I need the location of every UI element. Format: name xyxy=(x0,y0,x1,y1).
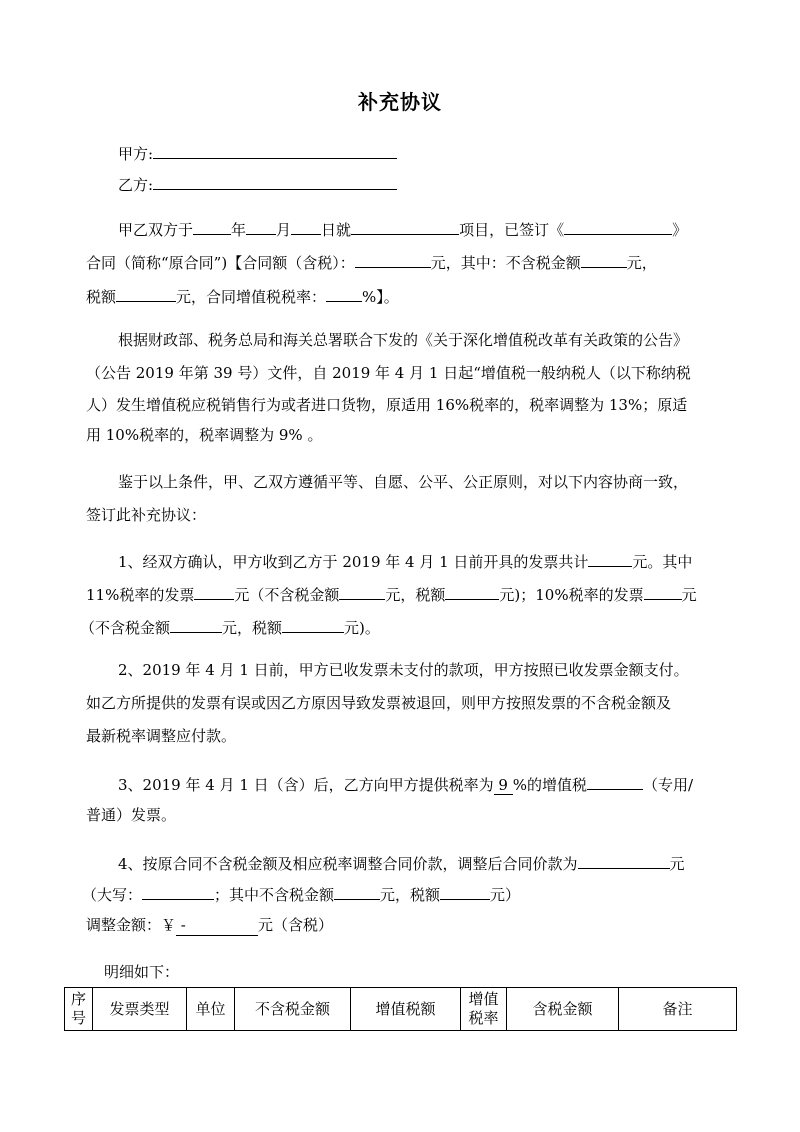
clause4-text: 元 xyxy=(669,855,685,873)
clause1-text: 元（不含税金额 xyxy=(234,586,340,604)
col-header-vat-amount: 增值税额 xyxy=(351,988,461,1031)
vat-rate-value: 9 xyxy=(493,776,513,794)
clause4-text: ；其中不含税金额 xyxy=(214,886,335,904)
tax-rate-blank xyxy=(326,285,362,302)
intro-text: 甲乙双方于 xyxy=(118,221,194,239)
consensus-line-1: 鉴于以上条件，甲、乙双方遵循平等、自愿、公平、公正原则，对以下内容协商一致， xyxy=(118,473,689,491)
amount-in-words-blank xyxy=(142,883,214,900)
intro-text: 元， xyxy=(626,254,657,272)
clause1-line-2 xyxy=(86,583,697,605)
party-a-blank xyxy=(153,142,397,159)
pre-tax-amount-blank xyxy=(581,251,627,268)
clause1-text: 11%税率的发票 xyxy=(86,586,195,604)
clause1-line-3 xyxy=(80,616,380,638)
party-b-line xyxy=(118,173,397,195)
rate10-tax-blank xyxy=(282,616,344,633)
month-blank xyxy=(246,218,276,235)
policy-line-1: 根据财政部、税务总局和海关总署联合下发的《关于深化增值税改革有关政策的公告》 xyxy=(118,331,689,349)
clause3-text: （专用/ xyxy=(643,776,694,794)
clause2-line-2: 如乙方所提供的发票有误或因乙方原因导致发票被退回，则甲方按照发票的不含税金额及 xyxy=(86,694,672,712)
intro-text: 月 xyxy=(276,221,292,239)
col-header-text: 序号 xyxy=(70,990,86,1027)
intro-line-1 xyxy=(118,218,687,240)
adjusted-pretax-blank xyxy=(334,883,380,900)
consensus-line-2: 签订此补充协议： xyxy=(86,506,207,524)
rate10-invoice-blank xyxy=(644,583,682,600)
detail-label: 明细如下： xyxy=(104,963,180,981)
col-header-text: 增值税率 xyxy=(468,990,499,1027)
rate11-invoice-blank xyxy=(194,583,234,600)
clause4-text: 元，税额 xyxy=(380,886,441,904)
intro-line-3 xyxy=(86,285,399,307)
clause4-text: 元） xyxy=(490,886,521,904)
clause3-text: %的增值税 xyxy=(512,776,588,794)
rate11-pretax-blank xyxy=(339,583,385,600)
clause3-line-2: 普通）发票。 xyxy=(86,806,177,824)
party-a-label: 甲方: xyxy=(118,145,154,163)
clause4-line-1 xyxy=(118,852,685,874)
clause1-text: 1、经双方确认，甲方收到乙方于 2019 年 4 月 1 日前开具的发票共计 xyxy=(118,553,589,571)
intro-text: 元，合同增值税税率： xyxy=(176,288,327,306)
policy-line-2: （公告 2019 年第 39 号）文件，自 2019 年 4 月 1 日起“增值税一般纳税人（以下称纳税 xyxy=(86,364,691,382)
intro-text: 税额 xyxy=(86,288,117,306)
clause1-text: 元，税额 xyxy=(222,619,283,637)
clause4-text: （大写： xyxy=(82,886,143,904)
intro-text: 》 xyxy=(672,221,688,239)
clause3-text: 3、2019 年 4 月 1 日（含）后，乙方向甲方提供税率为 xyxy=(118,776,494,794)
intro-text: %】。 xyxy=(362,288,399,306)
adjusted-tax-blank xyxy=(440,883,490,900)
clause2-line-1: 2、2019 年 4 月 1 日前，甲方已收发票未支付的款项，甲方按照已收发票金额支付。 xyxy=(118,661,689,679)
contract-amount-blank xyxy=(355,251,431,268)
policy-line-3: 人）发生增值税应税销售行为或者进口货物，原适用 16%税率的，税率调整为 13%；原适 xyxy=(86,396,688,414)
clause1-text: 元)；10%税率的发票 xyxy=(499,586,644,604)
document-title: 补充协议 xyxy=(358,90,442,114)
clause2-line-3: 最新税率调整应付款。 xyxy=(86,727,237,745)
intro-line-2 xyxy=(86,251,657,273)
clause4-line-2 xyxy=(82,883,520,905)
adjustment-amount-text: - xyxy=(176,916,191,934)
clause4-text: 调整金额：￥ xyxy=(86,916,177,934)
party-a-line xyxy=(118,142,397,164)
contract-name-blank xyxy=(564,218,672,235)
intro-text: 元，其中：不含税金额 xyxy=(430,254,581,272)
rate11-tax-blank xyxy=(445,583,499,600)
col-header-invoice-type: 发票类型 xyxy=(93,988,187,1031)
rate10-pretax-blank xyxy=(170,616,222,633)
party-b-label: 乙方: xyxy=(118,176,154,194)
clause4-text: 元（含税） xyxy=(258,916,334,934)
intro-text: 合同（简称“原合同”)【合同额（含税）： xyxy=(86,254,355,272)
clause1-text: 元，税额 xyxy=(385,586,446,604)
intro-text: 项目，已签订《 xyxy=(459,221,565,239)
invoice-total-blank xyxy=(588,550,632,567)
clause4-text: 4、按原合同不含税金额及相应税率调整合同价款，调整后合同价款为 xyxy=(118,855,578,873)
detail-table xyxy=(64,987,737,1031)
policy-line-4: 用 10%税率的，税率调整为 9% 。 xyxy=(86,426,323,444)
intro-text: 年 xyxy=(231,221,247,239)
year-blank xyxy=(193,218,231,235)
clause4-line-3 xyxy=(86,915,333,936)
tax-amount-blank xyxy=(116,285,176,302)
clause1-text: 元。其中 xyxy=(632,553,693,571)
clause1-text: 元 xyxy=(681,586,697,604)
project-blank xyxy=(351,218,459,235)
col-header-unit: 单位 xyxy=(187,988,235,1031)
clause1-text: （不含税金额 xyxy=(80,619,171,637)
clause1-line-1 xyxy=(118,550,692,572)
col-header-vat-rate xyxy=(461,988,507,1031)
col-header-pretax-amount: 不含税金额 xyxy=(235,988,351,1031)
table-header-row xyxy=(65,988,737,1031)
clause3-line-1 xyxy=(118,773,693,795)
party-b-blank xyxy=(153,173,397,190)
col-header-taxed-amount: 含税金额 xyxy=(507,988,619,1031)
intro-text: 日就 xyxy=(321,221,352,239)
adjusted-price-blank xyxy=(578,852,670,869)
day-blank xyxy=(291,218,321,235)
adjustment-amount-value xyxy=(176,915,258,936)
col-header-remarks: 备注 xyxy=(619,988,737,1031)
invoice-type-blank xyxy=(587,773,643,790)
clause1-text: 元)。 xyxy=(344,619,380,637)
col-header-index xyxy=(65,988,93,1031)
